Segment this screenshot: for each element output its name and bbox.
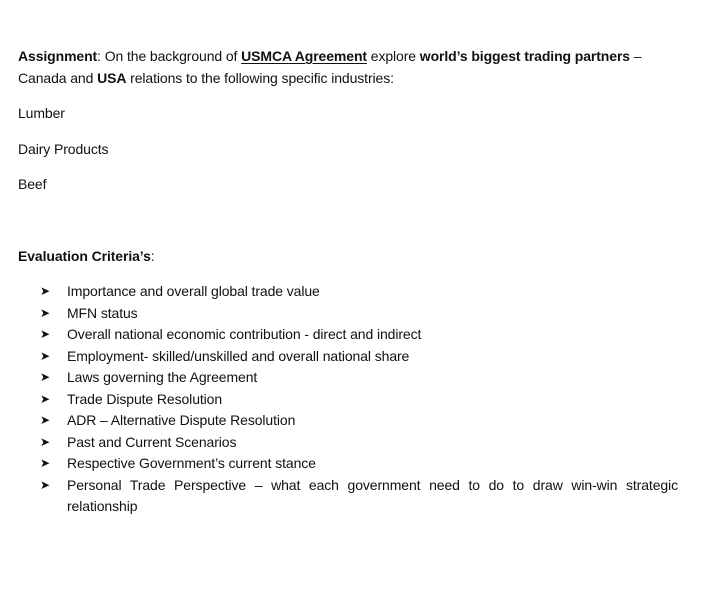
industry-dairy-products: Dairy Products bbox=[18, 140, 109, 157]
arrowhead-bullet-icon: ➤ bbox=[40, 305, 50, 320]
criteria-item bbox=[18, 346, 678, 368]
criteria-item-text: Personal Trade Perspective – what each government need to do to draw win-win strategic relationship bbox=[67, 476, 678, 514]
trading-partners-text: world’s biggest trading partners bbox=[419, 48, 630, 64]
usa-text: USA bbox=[97, 69, 127, 86]
assignment-text-2: explore bbox=[366, 48, 420, 64]
criteria-item-text: MFN status bbox=[67, 304, 138, 321]
arrowhead-bullet-icon: ➤ bbox=[40, 327, 50, 341]
evaluation-criteria-heading bbox=[18, 246, 678, 268]
evaluation-heading-text: Evaluation Criteria’s bbox=[18, 247, 151, 264]
criteria-item-text: Respective Government’s current stance bbox=[67, 455, 316, 471]
arrowhead-bullet-icon: ➤ bbox=[40, 370, 50, 384]
industry-beef: Beef bbox=[18, 176, 47, 192]
criteria-item bbox=[18, 453, 678, 475]
criteria-item-text: Past and Current Scenarios bbox=[67, 433, 237, 450]
criteria-item bbox=[18, 303, 678, 325]
criteria-item bbox=[18, 324, 678, 346]
assignment-text-1: : On the background of bbox=[97, 48, 242, 64]
criteria-item bbox=[18, 389, 678, 411]
assignment-text-4: relations to the following specific industries: bbox=[126, 69, 394, 86]
criteria-item bbox=[18, 475, 678, 518]
criteria-item-text: Laws governing the Agreement bbox=[67, 369, 258, 385]
criteria-item-text: Overall national economic contribution - direct and indirect bbox=[67, 326, 422, 342]
assignment-text-3: – Canada and bbox=[18, 48, 642, 86]
arrowhead-bullet-icon: ➤ bbox=[40, 413, 50, 427]
arrowhead-bullet-icon: ➤ bbox=[40, 434, 50, 449]
criteria-item bbox=[18, 281, 678, 303]
arrowhead-bullet-icon: ➤ bbox=[40, 391, 50, 406]
criteria-item-text: Trade Dispute Resolution bbox=[67, 390, 223, 407]
criteria-item bbox=[18, 432, 678, 454]
arrowhead-bullet-icon: ➤ bbox=[40, 348, 50, 363]
criteria-item bbox=[18, 410, 678, 432]
usmca-agreement-link-text: USMCA Agreement bbox=[241, 48, 367, 64]
evaluation-heading-colon: : bbox=[150, 247, 155, 264]
assignment-label: Assignment bbox=[18, 48, 98, 64]
criteria-item bbox=[18, 367, 678, 389]
criteria-item-text: ADR – Alternative Dispute Resolution bbox=[67, 412, 296, 428]
arrowhead-bullet-icon: ➤ bbox=[40, 477, 50, 492]
assignment-paragraph bbox=[18, 46, 678, 89]
industry-list bbox=[18, 103, 678, 196]
industry-lumber: Lumber bbox=[18, 105, 65, 121]
evaluation-criteria-list bbox=[18, 281, 678, 518]
arrowhead-bullet-icon: ➤ bbox=[40, 284, 50, 298]
criteria-item-text: Importance and overall global trade value bbox=[67, 283, 320, 299]
document-body bbox=[18, 46, 678, 518]
arrowhead-bullet-icon: ➤ bbox=[40, 456, 50, 470]
criteria-item-text: Employment- skilled/unskilled and overall national share bbox=[67, 347, 410, 364]
